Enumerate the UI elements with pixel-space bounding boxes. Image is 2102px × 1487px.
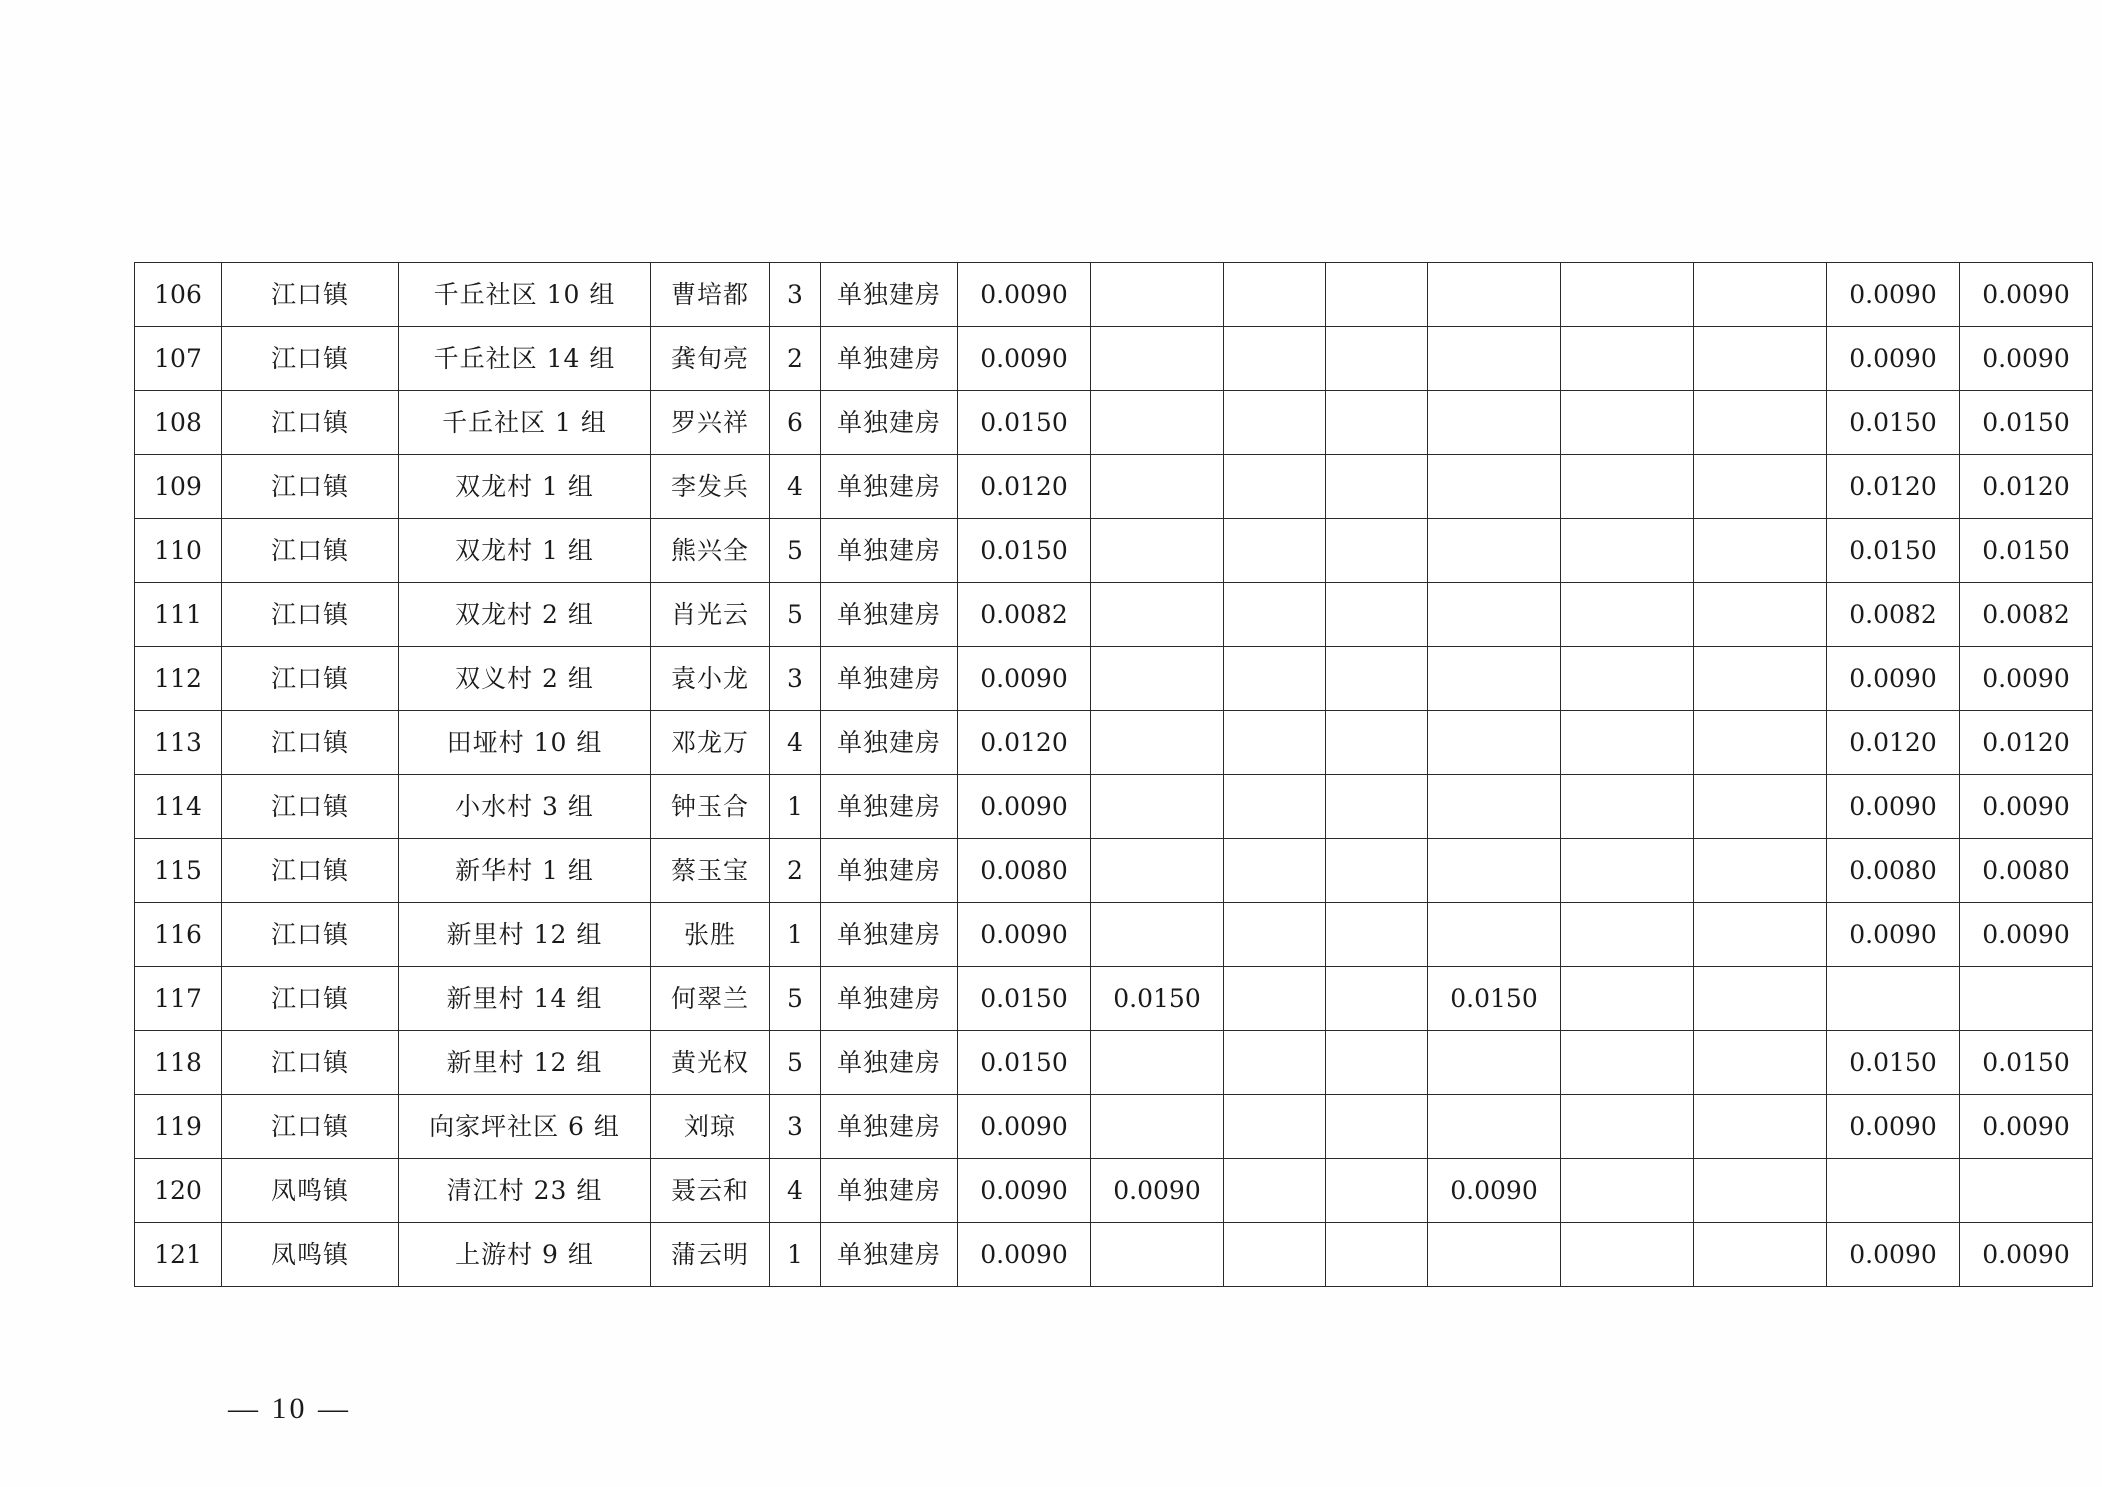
cell-village: 双义村 2 组: [399, 647, 651, 711]
cell-type: 单独建房: [821, 519, 958, 583]
cell-index: 113: [135, 711, 222, 775]
cell-value-3: [1224, 647, 1326, 711]
table-row: [135, 519, 2093, 583]
cell-count: 1: [770, 775, 821, 839]
cell-value-7: [1694, 455, 1827, 519]
cell-count: 5: [770, 967, 821, 1031]
cell-value-3: [1224, 519, 1326, 583]
cell-value-5: [1428, 711, 1561, 775]
cell-value-4: [1326, 583, 1428, 647]
cell-name: 曹培都: [651, 263, 770, 327]
cell-type: 单独建房: [821, 903, 958, 967]
cell-index: 112: [135, 647, 222, 711]
cell-value-6: [1561, 1031, 1694, 1095]
cell-village: 新里村 12 组: [399, 903, 651, 967]
cell-index: 114: [135, 775, 222, 839]
cell-name: 何翠兰: [651, 967, 770, 1031]
cell-value-8: 0.0120: [1827, 711, 1960, 775]
cell-name: 肖光云: [651, 583, 770, 647]
cell-value-6: [1561, 711, 1694, 775]
cell-value-6: [1561, 647, 1694, 711]
cell-town: 江口镇: [222, 519, 399, 583]
cell-value-8: 0.0082: [1827, 583, 1960, 647]
cell-value-7: [1694, 647, 1827, 711]
cell-index: 117: [135, 967, 222, 1031]
cell-count: 3: [770, 263, 821, 327]
cell-value-3: [1224, 711, 1326, 775]
table-row: [135, 455, 2093, 519]
cell-count: 5: [770, 1031, 821, 1095]
cell-town: 凤鸣镇: [222, 1159, 399, 1223]
cell-value-3: [1224, 775, 1326, 839]
cell-count: 4: [770, 711, 821, 775]
cell-village: 清江村 23 组: [399, 1159, 651, 1223]
cell-type: 单独建房: [821, 391, 958, 455]
cell-village: 向家坪社区 6 组: [399, 1095, 651, 1159]
cell-value-8: 0.0120: [1827, 455, 1960, 519]
cell-count: 5: [770, 583, 821, 647]
cell-value-1: 0.0082: [958, 583, 1091, 647]
cell-value-4: [1326, 839, 1428, 903]
cell-value-7: [1694, 1159, 1827, 1223]
cell-value-7: [1694, 263, 1827, 327]
cell-village: 双龙村 1 组: [399, 455, 651, 519]
cell-type: 单独建房: [821, 263, 958, 327]
cell-value-1: 0.0090: [958, 647, 1091, 711]
cell-value-4: [1326, 391, 1428, 455]
table-body: [135, 263, 2093, 1287]
cell-value-2: [1091, 1223, 1224, 1287]
cell-value-2: [1091, 647, 1224, 711]
cell-value-2: 0.0090: [1091, 1159, 1224, 1223]
cell-value-2: [1091, 455, 1224, 519]
cell-value-5: [1428, 455, 1561, 519]
cell-value-4: [1326, 1095, 1428, 1159]
cell-value-4: [1326, 967, 1428, 1031]
cell-value-2: [1091, 263, 1224, 327]
cell-value-5: 0.0090: [1428, 1159, 1561, 1223]
cell-value-8: 0.0090: [1827, 1095, 1960, 1159]
cell-value-1: 0.0080: [958, 839, 1091, 903]
cell-value-7: [1694, 775, 1827, 839]
cell-index: 110: [135, 519, 222, 583]
cell-index: 120: [135, 1159, 222, 1223]
cell-type: 单独建房: [821, 583, 958, 647]
cell-value-7: [1694, 903, 1827, 967]
cell-count: 2: [770, 327, 821, 391]
cell-value-8: 0.0150: [1827, 1031, 1960, 1095]
cell-village: 新里村 14 组: [399, 967, 651, 1031]
cell-count: 6: [770, 391, 821, 455]
cell-town: 江口镇: [222, 711, 399, 775]
cell-value-8: 0.0090: [1827, 903, 1960, 967]
cell-town: 江口镇: [222, 583, 399, 647]
table-row: [135, 1159, 2093, 1223]
cell-count: 3: [770, 647, 821, 711]
cell-value-4: [1326, 519, 1428, 583]
cell-value-1: 0.0090: [958, 1223, 1091, 1287]
table-row: [135, 839, 2093, 903]
cell-village: 新华村 1 组: [399, 839, 651, 903]
cell-value-1: 0.0150: [958, 391, 1091, 455]
cell-value-6: [1561, 967, 1694, 1031]
cell-value-7: [1694, 519, 1827, 583]
cell-index: 121: [135, 1223, 222, 1287]
table-row: [135, 583, 2093, 647]
cell-value-5: [1428, 583, 1561, 647]
cell-value-3: [1224, 263, 1326, 327]
cell-value-7: [1694, 391, 1827, 455]
cell-value-3: [1224, 327, 1326, 391]
cell-town: 江口镇: [222, 839, 399, 903]
cell-type: 单独建房: [821, 1223, 958, 1287]
cell-name: 李发兵: [651, 455, 770, 519]
cell-index: 108: [135, 391, 222, 455]
cell-town: 凤鸣镇: [222, 1223, 399, 1287]
cell-count: 1: [770, 1223, 821, 1287]
cell-town: 江口镇: [222, 967, 399, 1031]
cell-village: 千丘社区 1 组: [399, 391, 651, 455]
cell-value-1: 0.0090: [958, 1095, 1091, 1159]
cell-value-9: 0.0150: [1960, 1031, 2093, 1095]
cell-value-5: [1428, 519, 1561, 583]
table-row: [135, 967, 2093, 1031]
cell-value-4: [1326, 903, 1428, 967]
cell-value-2: [1091, 391, 1224, 455]
cell-value-4: [1326, 1159, 1428, 1223]
cell-value-9: 0.0090: [1960, 647, 2093, 711]
cell-town: 江口镇: [222, 1031, 399, 1095]
cell-type: 单独建房: [821, 711, 958, 775]
cell-index: 111: [135, 583, 222, 647]
cell-type: 单独建房: [821, 1095, 958, 1159]
cell-value-7: [1694, 967, 1827, 1031]
cell-value-8: 0.0090: [1827, 263, 1960, 327]
cell-value-4: [1326, 327, 1428, 391]
page-number: — 10 —: [228, 1392, 351, 1425]
cell-type: 单独建房: [821, 327, 958, 391]
table-row: [135, 327, 2093, 391]
cell-value-5: [1428, 1095, 1561, 1159]
table-row: [135, 647, 2093, 711]
cell-name: 聂云和: [651, 1159, 770, 1223]
cell-value-6: [1561, 583, 1694, 647]
table-row: [135, 711, 2093, 775]
cell-value-5: [1428, 1031, 1561, 1095]
table-row: [135, 391, 2093, 455]
cell-value-2: [1091, 903, 1224, 967]
data-table: [134, 262, 2093, 1287]
cell-type: 单独建房: [821, 647, 958, 711]
cell-name: 龚旬亮: [651, 327, 770, 391]
cell-value-4: [1326, 1223, 1428, 1287]
cell-value-9: 0.0090: [1960, 1223, 2093, 1287]
cell-value-2: [1091, 327, 1224, 391]
cell-value-3: [1224, 839, 1326, 903]
cell-value-3: [1224, 1223, 1326, 1287]
cell-value-9: 0.0090: [1960, 903, 2093, 967]
cell-value-1: 0.0090: [958, 1159, 1091, 1223]
cell-value-6: [1561, 903, 1694, 967]
cell-value-7: [1694, 1031, 1827, 1095]
cell-value-9: [1960, 967, 2093, 1031]
cell-value-3: [1224, 391, 1326, 455]
cell-value-1: 0.0120: [958, 711, 1091, 775]
cell-name: 张胜: [651, 903, 770, 967]
table-row: [135, 1223, 2093, 1287]
cell-village: 田垭村 10 组: [399, 711, 651, 775]
cell-index: 106: [135, 263, 222, 327]
cell-value-7: [1694, 1095, 1827, 1159]
cell-index: 109: [135, 455, 222, 519]
cell-value-8: 0.0090: [1827, 1223, 1960, 1287]
cell-value-1: 0.0150: [958, 519, 1091, 583]
cell-type: 单独建房: [821, 775, 958, 839]
cell-value-6: [1561, 391, 1694, 455]
cell-town: 江口镇: [222, 903, 399, 967]
cell-village: 双龙村 1 组: [399, 519, 651, 583]
cell-value-8: 0.0090: [1827, 775, 1960, 839]
cell-value-2: [1091, 519, 1224, 583]
cell-value-7: [1694, 327, 1827, 391]
cell-value-1: 0.0120: [958, 455, 1091, 519]
cell-town: 江口镇: [222, 263, 399, 327]
cell-value-1: 0.0090: [958, 775, 1091, 839]
cell-village: 小水村 3 组: [399, 775, 651, 839]
cell-value-8: 0.0090: [1827, 647, 1960, 711]
cell-value-9: 0.0150: [1960, 519, 2093, 583]
cell-value-5: [1428, 327, 1561, 391]
cell-index: 115: [135, 839, 222, 903]
cell-count: 1: [770, 903, 821, 967]
cell-index: 118: [135, 1031, 222, 1095]
cell-type: 单独建房: [821, 839, 958, 903]
cell-index: 107: [135, 327, 222, 391]
cell-value-9: 0.0090: [1960, 1095, 2093, 1159]
cell-value-7: [1694, 711, 1827, 775]
cell-value-8: 0.0090: [1827, 327, 1960, 391]
cell-value-6: [1561, 839, 1694, 903]
cell-name: 蔡玉宝: [651, 839, 770, 903]
cell-value-9: 0.0080: [1960, 839, 2093, 903]
cell-value-2: [1091, 711, 1224, 775]
cell-value-8: 0.0080: [1827, 839, 1960, 903]
cell-count: 2: [770, 839, 821, 903]
cell-value-1: 0.0090: [958, 263, 1091, 327]
cell-value-4: [1326, 775, 1428, 839]
cell-name: 熊兴全: [651, 519, 770, 583]
cell-value-7: [1694, 583, 1827, 647]
cell-value-6: [1561, 1223, 1694, 1287]
cell-value-2: [1091, 1095, 1224, 1159]
cell-value-4: [1326, 263, 1428, 327]
cell-town: 江口镇: [222, 391, 399, 455]
cell-value-5: [1428, 903, 1561, 967]
cell-value-4: [1326, 455, 1428, 519]
cell-value-6: [1561, 455, 1694, 519]
cell-index: 116: [135, 903, 222, 967]
table-row: [135, 903, 2093, 967]
cell-value-9: 0.0120: [1960, 711, 2093, 775]
cell-value-4: [1326, 1031, 1428, 1095]
cell-value-5: 0.0150: [1428, 967, 1561, 1031]
cell-value-5: [1428, 647, 1561, 711]
cell-value-3: [1224, 583, 1326, 647]
cell-type: 单独建房: [821, 967, 958, 1031]
cell-name: 刘琼: [651, 1095, 770, 1159]
cell-name: 钟玉合: [651, 775, 770, 839]
cell-town: 江口镇: [222, 1095, 399, 1159]
cell-value-3: [1224, 1031, 1326, 1095]
cell-value-5: [1428, 263, 1561, 327]
cell-name: 黄光权: [651, 1031, 770, 1095]
cell-value-2: 0.0150: [1091, 967, 1224, 1031]
cell-town: 江口镇: [222, 455, 399, 519]
cell-type: 单独建房: [821, 1031, 958, 1095]
cell-value-5: [1428, 1223, 1561, 1287]
table-row: [135, 1095, 2093, 1159]
cell-village: 上游村 9 组: [399, 1223, 651, 1287]
cell-value-1: 0.0090: [958, 903, 1091, 967]
data-table-container: [134, 262, 2070, 1287]
cell-type: 单独建房: [821, 1159, 958, 1223]
cell-value-2: [1091, 775, 1224, 839]
cell-village: 新里村 12 组: [399, 1031, 651, 1095]
table-row: [135, 775, 2093, 839]
cell-village: 千丘社区 10 组: [399, 263, 651, 327]
cell-value-9: 0.0090: [1960, 327, 2093, 391]
cell-town: 江口镇: [222, 775, 399, 839]
cell-value-4: [1326, 711, 1428, 775]
cell-village: 千丘社区 14 组: [399, 327, 651, 391]
cell-name: 邓龙万: [651, 711, 770, 775]
cell-value-1: 0.0150: [958, 967, 1091, 1031]
cell-value-9: [1960, 1159, 2093, 1223]
cell-village: 双龙村 2 组: [399, 583, 651, 647]
cell-value-2: [1091, 1031, 1224, 1095]
cell-value-8: [1827, 1159, 1960, 1223]
cell-value-9: 0.0090: [1960, 263, 2093, 327]
cell-value-8: 0.0150: [1827, 391, 1960, 455]
cell-value-8: 0.0150: [1827, 519, 1960, 583]
cell-name: 袁小龙: [651, 647, 770, 711]
cell-value-7: [1694, 1223, 1827, 1287]
cell-value-6: [1561, 1159, 1694, 1223]
cell-count: 4: [770, 455, 821, 519]
cell-value-6: [1561, 327, 1694, 391]
cell-value-4: [1326, 647, 1428, 711]
cell-type: 单独建房: [821, 455, 958, 519]
cell-value-9: 0.0082: [1960, 583, 2093, 647]
cell-town: 江口镇: [222, 327, 399, 391]
cell-count: 5: [770, 519, 821, 583]
cell-name: 蒲云明: [651, 1223, 770, 1287]
cell-value-8: [1827, 967, 1960, 1031]
cell-value-5: [1428, 391, 1561, 455]
table-row: [135, 1031, 2093, 1095]
cell-value-9: 0.0120: [1960, 455, 2093, 519]
cell-value-9: 0.0090: [1960, 775, 2093, 839]
cell-value-2: [1091, 583, 1224, 647]
cell-town: 江口镇: [222, 647, 399, 711]
cell-value-6: [1561, 1095, 1694, 1159]
cell-value-5: [1428, 775, 1561, 839]
cell-name: 罗兴祥: [651, 391, 770, 455]
cell-value-6: [1561, 519, 1694, 583]
cell-value-3: [1224, 903, 1326, 967]
cell-count: 3: [770, 1095, 821, 1159]
table-row: [135, 263, 2093, 327]
cell-value-3: [1224, 967, 1326, 1031]
cell-value-1: 0.0090: [958, 327, 1091, 391]
cell-value-3: [1224, 1159, 1326, 1223]
cell-value-7: [1694, 839, 1827, 903]
cell-value-3: [1224, 1095, 1326, 1159]
cell-value-9: 0.0150: [1960, 391, 2093, 455]
cell-count: 4: [770, 1159, 821, 1223]
cell-index: 119: [135, 1095, 222, 1159]
cell-value-1: 0.0150: [958, 1031, 1091, 1095]
cell-value-2: [1091, 839, 1224, 903]
cell-value-5: [1428, 839, 1561, 903]
cell-value-6: [1561, 775, 1694, 839]
cell-value-3: [1224, 455, 1326, 519]
cell-value-6: [1561, 263, 1694, 327]
